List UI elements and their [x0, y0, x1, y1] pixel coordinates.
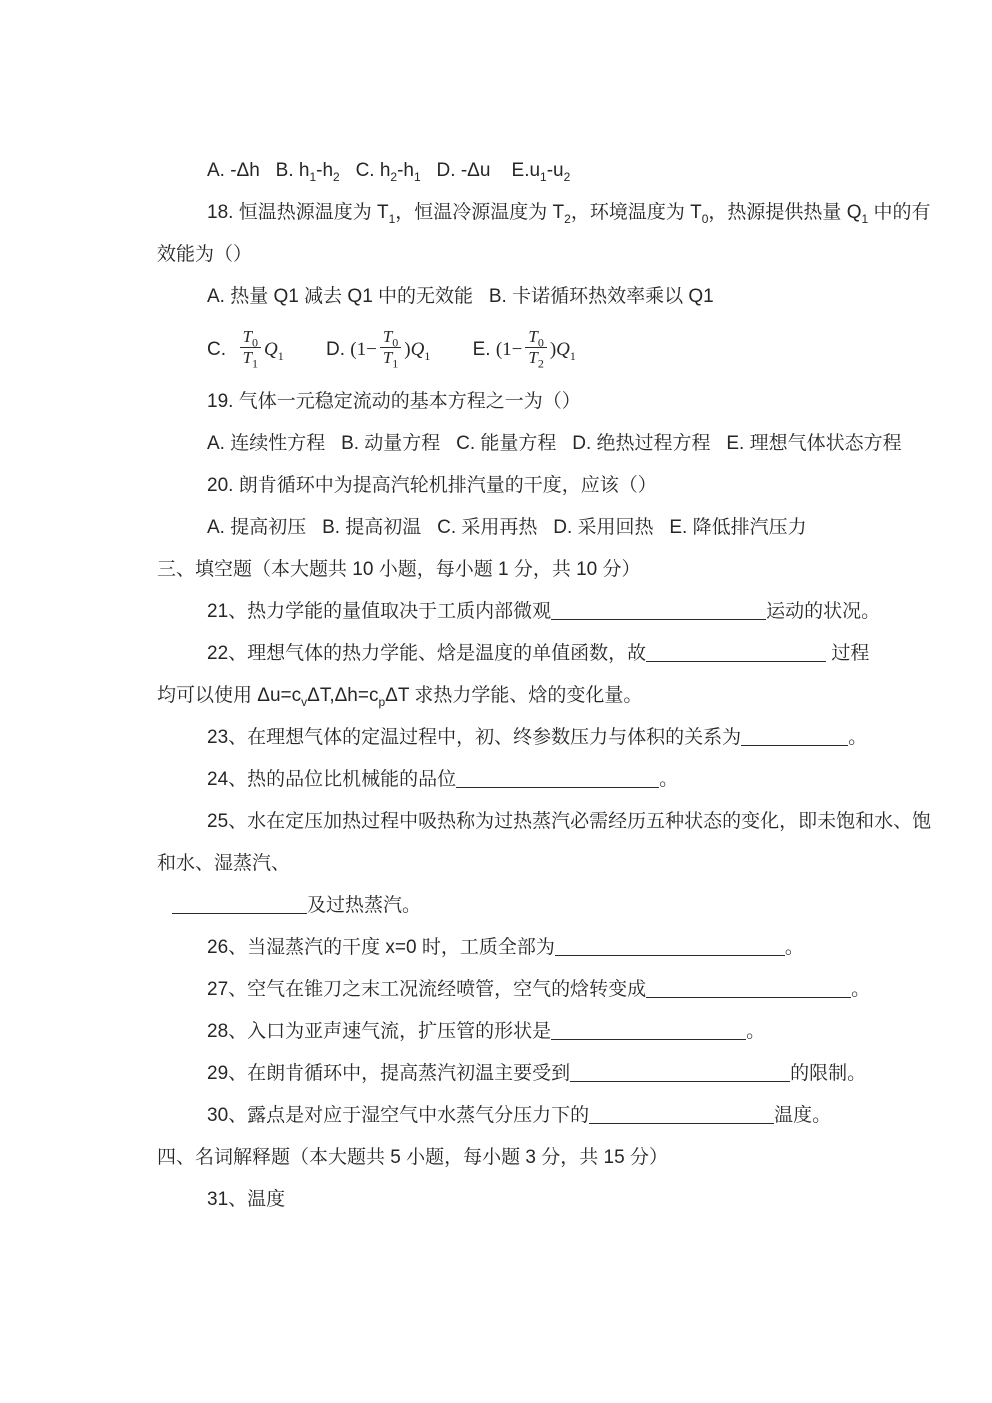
math-variable: Q: [264, 339, 278, 360]
math-subscript: 0: [392, 335, 399, 350]
q18-options-cde: [207, 318, 992, 381]
text-segment: 22、理想气体的热力学能、焓是温度的单值函数，故: [207, 643, 647, 664]
q30: [207, 1095, 992, 1137]
subscript: p: [378, 694, 386, 709]
blank-underline: [456, 787, 659, 788]
q18-stem-line1: [207, 192, 992, 234]
text-segment: 26、当湿蒸汽的干度 x=0 时，工质全部为: [207, 937, 555, 958]
q28: [207, 1011, 992, 1053]
subscript: 0: [701, 211, 709, 226]
text-segment: 均可以使用 Δu=c: [157, 685, 302, 706]
q18-options-ab: [207, 276, 992, 318]
fraction: [240, 327, 261, 371]
text-segment: 27、空气在锥刀之末工况流经喷管，空气的焓转变成: [207, 979, 647, 1000]
math-variable: T: [528, 348, 538, 368]
math-subscript: 0: [537, 335, 544, 350]
math-subscript: 1: [569, 348, 576, 363]
text-segment: 。: [851, 979, 871, 1000]
text-segment: D.: [283, 339, 351, 360]
text-segment: 温度。: [774, 1105, 832, 1126]
blank-underline: [570, 1081, 790, 1082]
text-segment: 。: [746, 1021, 766, 1042]
q27: [207, 969, 992, 1011]
text-segment: 31、温度: [207, 1189, 286, 1210]
q22-line1: [207, 633, 992, 675]
text-segment: A. -Δh B. h: [207, 160, 310, 181]
math-variable: T: [242, 348, 253, 368]
math-variable: T: [382, 348, 393, 368]
subscript: 2: [564, 211, 571, 226]
blank-underline: [589, 1123, 774, 1124]
q17-options: [207, 150, 992, 192]
blank-underline: [172, 913, 307, 914]
math-subscript: 1: [392, 356, 399, 371]
subscript: v: [301, 694, 308, 709]
text-segment: 29、在朗肯循环中，提高蒸汽初温主要受到: [207, 1063, 571, 1084]
q24: [207, 759, 992, 801]
blank-underline: [646, 661, 826, 662]
text-segment: C. h: [339, 160, 391, 181]
subscript: 1: [861, 211, 869, 226]
subscript: 2: [563, 169, 571, 184]
blank-underline: [551, 1039, 746, 1040]
q19-options: [207, 423, 992, 465]
text-segment: A. 热量 Q1 减去 Q1 中的无效能 B. 卡诺循环热效率乘以 Q1: [207, 286, 714, 307]
math-text: (1−: [350, 339, 377, 360]
subscript: 2: [390, 169, 398, 184]
q31: [207, 1179, 992, 1221]
text-segment: ，热源提供热量 Q: [708, 202, 862, 223]
blank-underline: [741, 745, 848, 746]
q20-stem: [207, 465, 992, 507]
subscript: 1: [540, 169, 547, 184]
math-subscript: 2: [537, 356, 544, 371]
text-segment: -h: [397, 160, 415, 181]
text-segment: 效能为（）: [157, 244, 253, 265]
text-segment: 18. 恒温热源温度为 T: [207, 202, 389, 223]
q22-line2: [157, 675, 992, 717]
math-subscript: 1: [424, 348, 431, 363]
q25-line2: [157, 843, 992, 885]
math-text: ): [404, 339, 411, 360]
text-segment: ΔT,Δh=c: [307, 685, 379, 706]
subscript: 1: [388, 211, 396, 226]
math-text: ): [549, 339, 557, 360]
text-segment: -h: [316, 160, 334, 181]
math-subscript: 1: [277, 348, 284, 363]
subscript: 2: [333, 169, 340, 184]
blank-underline: [551, 619, 766, 620]
q21: [207, 591, 992, 633]
text-segment: 。: [784, 937, 804, 958]
q23: [207, 717, 992, 759]
fraction: [380, 327, 401, 371]
math-subscript: 1: [252, 356, 259, 371]
math-variable: Q: [410, 339, 425, 360]
text-segment: 的限制。: [790, 1063, 867, 1084]
text-segment: D. -Δu E.u: [420, 160, 541, 181]
section4-header: [157, 1137, 992, 1179]
math-variable: T: [528, 327, 538, 347]
text-segment: A. 连续性方程 B. 动量方程 C. 能量方程 D. 绝热过程方程 E. 理想气体状态方程: [207, 433, 902, 454]
math-text: (1−: [495, 339, 523, 360]
text-segment: 四、名词解释题（本大题共 5 小题，每小题 3 分，共 15 分）: [157, 1147, 668, 1168]
subscript: 1: [309, 169, 317, 184]
text-segment: 28、入口为亚声速气流，扩压管的形状是: [207, 1021, 552, 1042]
blank-underline: [646, 997, 851, 998]
fraction: [525, 327, 546, 371]
q19-stem: [207, 381, 992, 423]
q26: [207, 927, 992, 969]
math-subscript: 0: [252, 335, 259, 350]
q29: [207, 1053, 992, 1095]
text-segment: 和水、湿蒸汽、: [157, 853, 291, 874]
text-segment: ΔT 求热力学能、焓的变化量。: [385, 685, 643, 706]
blank-underline: [555, 955, 785, 956]
text-segment: C.: [207, 339, 237, 360]
text-segment: A. 提高初压 B. 提高初温 C. 采用再热 D. 采用回热 E. 降低排汽压力: [207, 517, 807, 538]
text-segment: -u: [546, 160, 564, 181]
q25-line3: [172, 885, 992, 927]
text-segment: 。: [659, 769, 679, 790]
q20-options: [207, 507, 992, 549]
math-variable: T: [242, 327, 253, 347]
q25-line1: [207, 801, 992, 843]
text-segment: ，恒温冷源温度为 T: [395, 202, 565, 223]
text-segment: 。: [848, 727, 868, 748]
q18-stem-line2: [157, 234, 992, 276]
section3-header: [157, 549, 992, 591]
text-segment: E.: [430, 339, 496, 360]
text-segment: 23、在理想气体的定温过程中，初、终参数压力与体积的关系为: [207, 727, 742, 748]
text-segment: 三、填空题（本大题共 10 小题，每小题 1 分，共 10 分）: [157, 559, 641, 580]
text-segment: ，环境温度为 T: [570, 202, 702, 223]
text-segment: 21、热力学能的量值取决于工质内部微观: [207, 601, 552, 622]
math-variable: T: [382, 327, 393, 347]
text-segment: 及过热蒸汽。: [307, 895, 422, 916]
text-segment: 25、水在定压加热过程中吸热称为过热蒸汽必需经历五种状态的变化，即未饱和水、饱: [207, 811, 932, 832]
text-segment: 30、露点是对应于湿空气中水蒸气分压力下的: [207, 1105, 590, 1126]
text-segment: 运动的状况。: [766, 601, 881, 622]
text-segment: 24、热的品位比机械能的品位: [207, 769, 457, 790]
math-variable: Q: [556, 339, 570, 360]
text-segment: 中的有: [868, 202, 931, 223]
text-segment: 20. 朗肯循环中为提高汽轮机排汽量的干度，应该（）: [207, 475, 657, 496]
text-segment: 19. 气体一元稳定流动的基本方程之一为（）: [207, 391, 581, 412]
text-segment: 过程: [826, 643, 870, 664]
subscript: 1: [414, 169, 421, 184]
